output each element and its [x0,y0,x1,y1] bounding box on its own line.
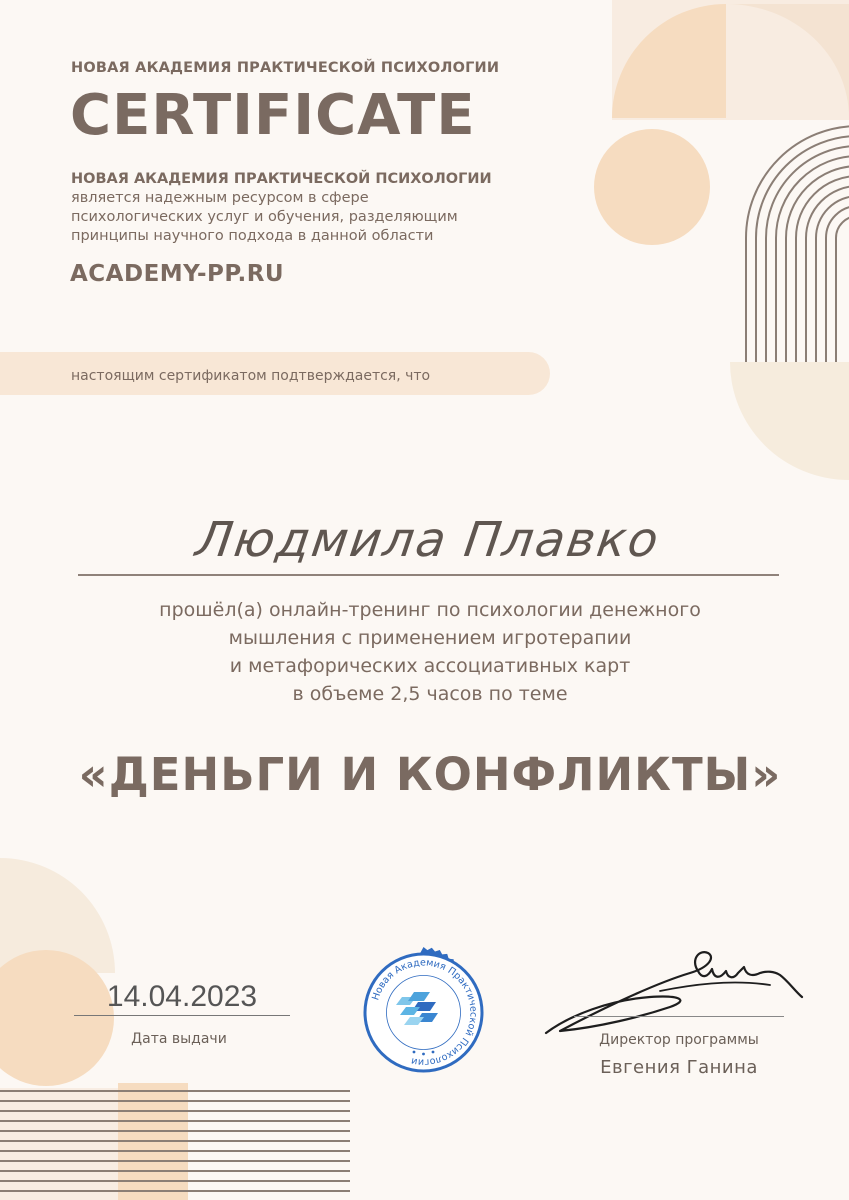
issue-date: 14.04.2023 [106,980,258,1013]
seal-face [367,956,481,1070]
course-line-3: и метафорических ассоциативных карт [229,655,631,677]
course-topic: «ДЕНЬГИ И КОНФЛИКТЫ» [78,748,782,801]
issue-date-label: Дата выдачи [131,1031,227,1047]
deco-beige-block-bottom [0,1088,118,1200]
academy-description [71,170,511,246]
deco-quarter-circle-mid-right [730,362,849,480]
director-name: Евгения Ганина [600,1057,758,1078]
academy-seal-stamp [356,945,491,1080]
course-line-1: прошёл(а) онлайн-тренинг по психологии денежного [159,599,701,621]
academy-website: ACADEMY-PP.RU [70,261,285,287]
seal-dot-left [413,1051,416,1054]
director-title: Директор программы [599,1032,759,1048]
signature-underline [574,1016,784,1017]
course-description [90,596,770,708]
issue-date-underline [74,1015,290,1016]
description-line-1: является надежным ресурсом в сфере [71,190,369,206]
recipient-name: Людмила Плавко [192,512,664,568]
confirmation-text: настоящим сертификатом подтверждается, что [71,368,431,384]
deco-arch-lines [746,126,849,362]
description-academy-name: НОВАЯ АКАДЕМИЯ ПРАКТИЧЕСКОЙ ПСИХОЛОГИИ [71,171,492,187]
seal-dot-right [432,1051,435,1054]
course-line-4: в объеме 2,5 часов по теме [292,683,568,705]
description-line-3: принципы научного подхода в данной области [71,228,434,244]
director-signature [540,945,810,1040]
description-line-2: психологических услуг и обучения, разделяющим [71,209,458,225]
academy-name-header: НОВАЯ АКАДЕМИЯ ПРАКТИЧЕСКОЙ ПСИХОЛОГИИ [71,60,500,76]
course-line-2: мышления с применением игротерапии [228,627,632,649]
seal-ring-text: Новая Академия Практической Психологии [370,957,479,1068]
seal-dot-center [422,1053,425,1056]
deco-peach-circle-top [594,129,710,245]
recipient-underline [78,574,779,576]
certificate-title: CERTIFICATE [70,83,476,148]
